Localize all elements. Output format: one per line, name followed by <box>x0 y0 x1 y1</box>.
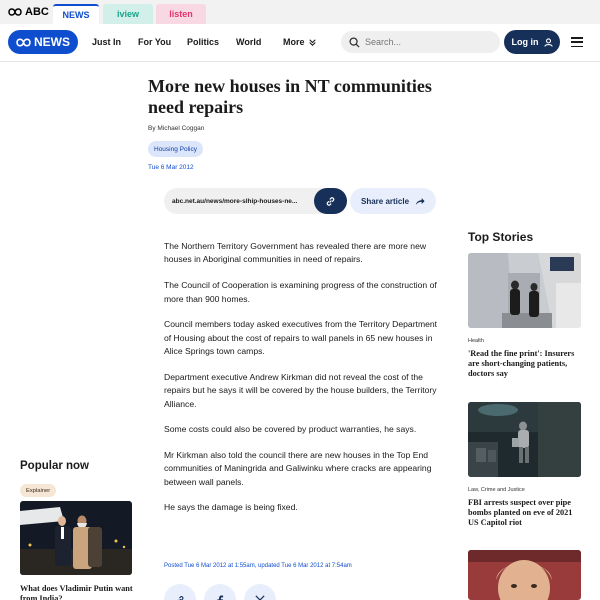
tab-listen-label: listen <box>169 9 193 19</box>
article-headline: More new houses in NT communities need repairs <box>148 76 432 117</box>
tab-news-label: NEWS <box>62 10 90 20</box>
story-image-hospital-corridor[interactable] <box>468 253 581 328</box>
nav-for-you[interactable]: For You <box>138 37 172 47</box>
abc-news-logo[interactable] <box>8 30 78 54</box>
copy-link-social-button[interactable] <box>164 584 196 600</box>
article-paragraph: Council members today asked executives from the Territory Department of Housing about the cost of repairs to wall panels in 65 new houses in Alice Springs town camps. <box>164 319 438 357</box>
abc-lissajous-white-icon <box>16 37 31 48</box>
facebook-share-button[interactable] <box>204 584 236 600</box>
share-url-text: abc.net.au/news/more-slhip-houses-ne... <box>172 197 298 205</box>
story-category[interactable]: Law, Crime and Justice <box>468 487 525 493</box>
story-category[interactable]: Health <box>468 338 484 344</box>
facebook-icon <box>216 595 224 600</box>
article-paragraph: Some costs could also be covered by product warranties, he says. <box>164 424 417 435</box>
article-paragraph: The Northern Territory Government has revealed there are more new houses in Aboriginal communities in need of repairs. <box>164 241 427 265</box>
x-logo-icon <box>255 595 265 600</box>
user-icon <box>544 38 553 47</box>
share-article-button[interactable] <box>350 188 436 214</box>
login-button[interactable] <box>504 30 560 54</box>
abc-lissajous-icon <box>8 7 22 17</box>
search-box[interactable] <box>341 31 500 53</box>
nav-world[interactable]: World <box>236 37 262 47</box>
news-logo-text: NEWS <box>34 35 70 49</box>
article-paragraph: He says the damage is being fixed. <box>164 502 298 513</box>
nav-more-label: More <box>283 37 305 47</box>
article-byline[interactable]: By Michael Coggan <box>148 125 205 132</box>
nav-just-in[interactable]: Just In <box>92 37 122 47</box>
popular-now-heading: Popular now <box>20 460 89 472</box>
social-share-row <box>164 584 276 600</box>
tab-iview[interactable] <box>103 4 153 24</box>
login-label: Log in <box>511 37 539 47</box>
tab-iview-label: iview <box>116 9 139 19</box>
story-title[interactable]: FBI arrests suspect over pipe bombs planted on eve of 2021 US Capitol riot <box>468 498 573 527</box>
story-image-cctv-suspect[interactable] <box>468 402 581 477</box>
article-body <box>164 240 438 527</box>
network-bar <box>0 0 600 24</box>
tab-listen[interactable] <box>156 4 206 24</box>
nav-more[interactable] <box>283 37 316 47</box>
search-icon <box>349 37 360 48</box>
article-paragraph: Mr Kirkman also told the council there are new houses in the Top End communities of Maningrida and Galiwinku where cracks are appearing between wall panels. <box>164 449 432 487</box>
posted-updated-timestamp: Posted Tue 6 Mar 2012 at 1:55am, updated Tue 6 Mar 2012 at 7:54am <box>164 563 352 569</box>
hamburger-menu-icon[interactable] <box>571 37 583 47</box>
link-icon <box>325 196 336 207</box>
popular-story-image[interactable] <box>20 501 132 575</box>
top-story-card[interactable] <box>468 253 581 379</box>
article-paragraph: Department executive Andrew Kirkman did not reveal the cost of the repairs but he says it will be covered by the house builders, the Territory Alliance. <box>164 371 437 409</box>
share-arrow-icon <box>415 197 425 206</box>
double-chevron-down-icon <box>309 39 316 46</box>
topic-tag[interactable]: Housing Policy <box>148 141 203 157</box>
top-stories-heading: Top Stories <box>468 230 534 244</box>
story-title[interactable]: 'Read the fine print': Insurers are short-changing patients, doctors say <box>468 349 575 378</box>
top-story-card[interactable] <box>468 402 581 528</box>
search-input[interactable] <box>365 37 485 47</box>
tab-news[interactable] <box>53 4 99 24</box>
link-icon <box>175 595 185 600</box>
popular-story-title[interactable]: What does Vladimir Putin want from India? <box>20 584 133 600</box>
copy-link-button[interactable] <box>314 188 347 214</box>
share-row <box>164 188 436 214</box>
abc-brand-text: ABC <box>25 6 49 18</box>
share-article-label: Share article <box>360 196 410 206</box>
story-image-woman-portrait[interactable] <box>468 550 581 600</box>
article-paragraph: The Council of Cooperation is examining progress of the construction of more than 900 homes. <box>164 280 437 304</box>
nav-politics[interactable]: Politics <box>187 37 220 47</box>
x-share-button[interactable] <box>244 584 276 600</box>
publish-date: Tue 6 Mar 2012 <box>148 164 194 171</box>
site-header <box>0 24 600 62</box>
explainer-tag: Explainer <box>20 484 56 497</box>
top-story-card[interactable] <box>468 550 581 600</box>
abc-logo[interactable] <box>8 6 49 18</box>
